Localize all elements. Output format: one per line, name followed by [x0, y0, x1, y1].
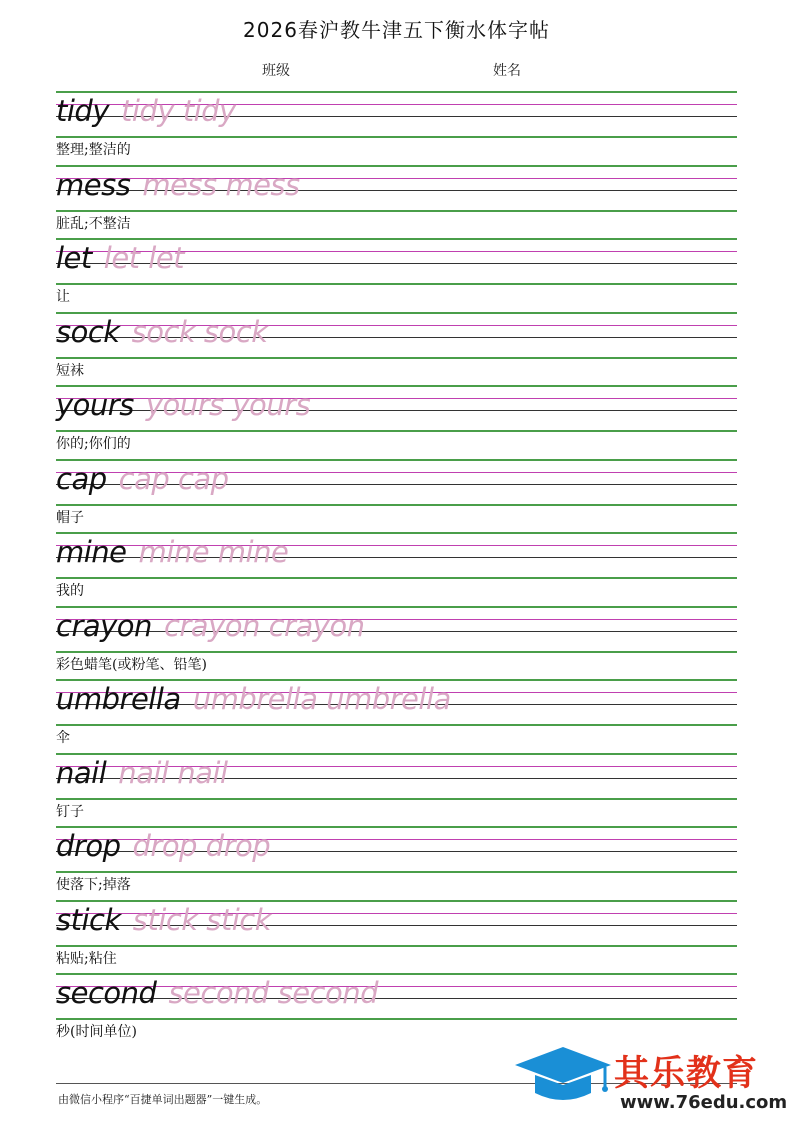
trace-word: nail nail	[118, 755, 228, 790]
word-meaning: 脏乱;不整洁	[56, 215, 131, 232]
vocab-word-row	[56, 975, 378, 1011]
trace-word: stick stick	[132, 902, 272, 937]
vocab-word-row	[56, 461, 229, 497]
logo-text: 其乐教育	[614, 1054, 759, 1094]
vocab-word-row	[56, 755, 228, 791]
trace-word: yours yours	[145, 388, 311, 422]
vocab-word: mess	[56, 167, 131, 202]
guide-line	[56, 945, 737, 947]
vocab-word-row	[56, 240, 184, 276]
word-entry	[56, 900, 737, 974]
trace-word: umbrella umbrella	[192, 682, 451, 716]
trace-word: crayon crayon	[163, 608, 365, 643]
guide-line	[56, 357, 737, 359]
word-entry	[56, 973, 737, 1047]
trace-word: tidy tidy	[121, 94, 236, 128]
word-meaning: 秒(时间单位)	[56, 1024, 137, 1040]
vocab-word: let	[56, 241, 92, 275]
trace-word: second second	[168, 976, 379, 1010]
vocab-word: sock	[56, 314, 120, 349]
vocab-word: umbrella	[56, 682, 181, 716]
word-meaning: 使落下;掉落	[56, 877, 131, 893]
word-meaning: 彩色蜡笔(或粉笔、铅笔)	[56, 656, 207, 673]
vocab-word-row	[56, 387, 310, 423]
guide-line	[56, 504, 737, 506]
word-meaning: 伞	[56, 730, 70, 746]
trace-word: drop drop	[132, 829, 271, 863]
trace-word: mine mine	[138, 535, 289, 569]
vocab-word-row	[56, 314, 268, 350]
guide-line	[56, 871, 737, 873]
word-meaning: 你的;你们的	[56, 436, 131, 452]
word-entry	[56, 679, 737, 753]
footer-note: 由微信小程序“百捷单词出题器”一键生成。	[58, 1093, 268, 1106]
word-entry	[56, 312, 737, 386]
vocab-word: nail	[56, 755, 107, 790]
vocab-word-row	[56, 681, 451, 717]
word-meaning: 短袜	[56, 362, 84, 379]
word-entry	[56, 826, 737, 900]
word-entry	[56, 238, 737, 312]
vocab-word-row	[56, 534, 288, 570]
vocab-word: cap	[56, 461, 107, 496]
word-meaning: 我的	[56, 583, 84, 599]
vocab-word-row	[56, 902, 271, 938]
vocab-word: second	[56, 976, 157, 1010]
guide-line	[56, 798, 737, 800]
class-label: 班级	[262, 63, 290, 79]
vocab-word: yours	[56, 388, 134, 422]
word-meaning: 粘贴;粘住	[56, 950, 117, 967]
word-entry	[56, 165, 737, 239]
trace-word: cap cap	[118, 461, 229, 496]
word-entry	[56, 753, 737, 827]
vocab-word: drop	[56, 829, 121, 863]
vocab-word: tidy	[56, 94, 109, 128]
word-entry	[56, 459, 737, 533]
guide-line	[56, 651, 737, 653]
guide-line	[56, 724, 737, 726]
trace-word: sock sock	[131, 314, 268, 349]
vocab-word: stick	[56, 902, 121, 937]
vocab-word-row	[56, 93, 236, 129]
vocab-word: crayon	[56, 608, 152, 643]
guide-line	[56, 136, 737, 138]
word-entry	[56, 91, 737, 165]
trace-word: let let	[103, 241, 185, 275]
word-entry	[56, 532, 737, 606]
vocab-word-row	[56, 828, 270, 864]
vocab-word: mine	[56, 535, 127, 569]
word-meaning: 整理;整洁的	[56, 142, 131, 158]
guide-line	[56, 430, 737, 432]
guide-line	[56, 210, 737, 212]
guide-line	[56, 577, 737, 579]
guide-line	[56, 1018, 737, 1020]
guide-line	[56, 283, 737, 285]
logo-url: www.76edu.com	[620, 1092, 788, 1113]
word-entry	[56, 385, 737, 459]
word-meaning: 让	[56, 289, 70, 305]
word-meaning: 钉子	[56, 803, 84, 820]
word-entry	[56, 606, 737, 680]
word-meaning: 帽子	[56, 509, 84, 526]
name-label: 姓名	[493, 63, 521, 79]
vocab-word-row	[56, 167, 300, 203]
page-title: 2026春沪教牛津五下衡水体字帖	[243, 18, 550, 42]
vocab-word-row	[56, 608, 365, 644]
trace-word: mess mess	[142, 167, 300, 202]
